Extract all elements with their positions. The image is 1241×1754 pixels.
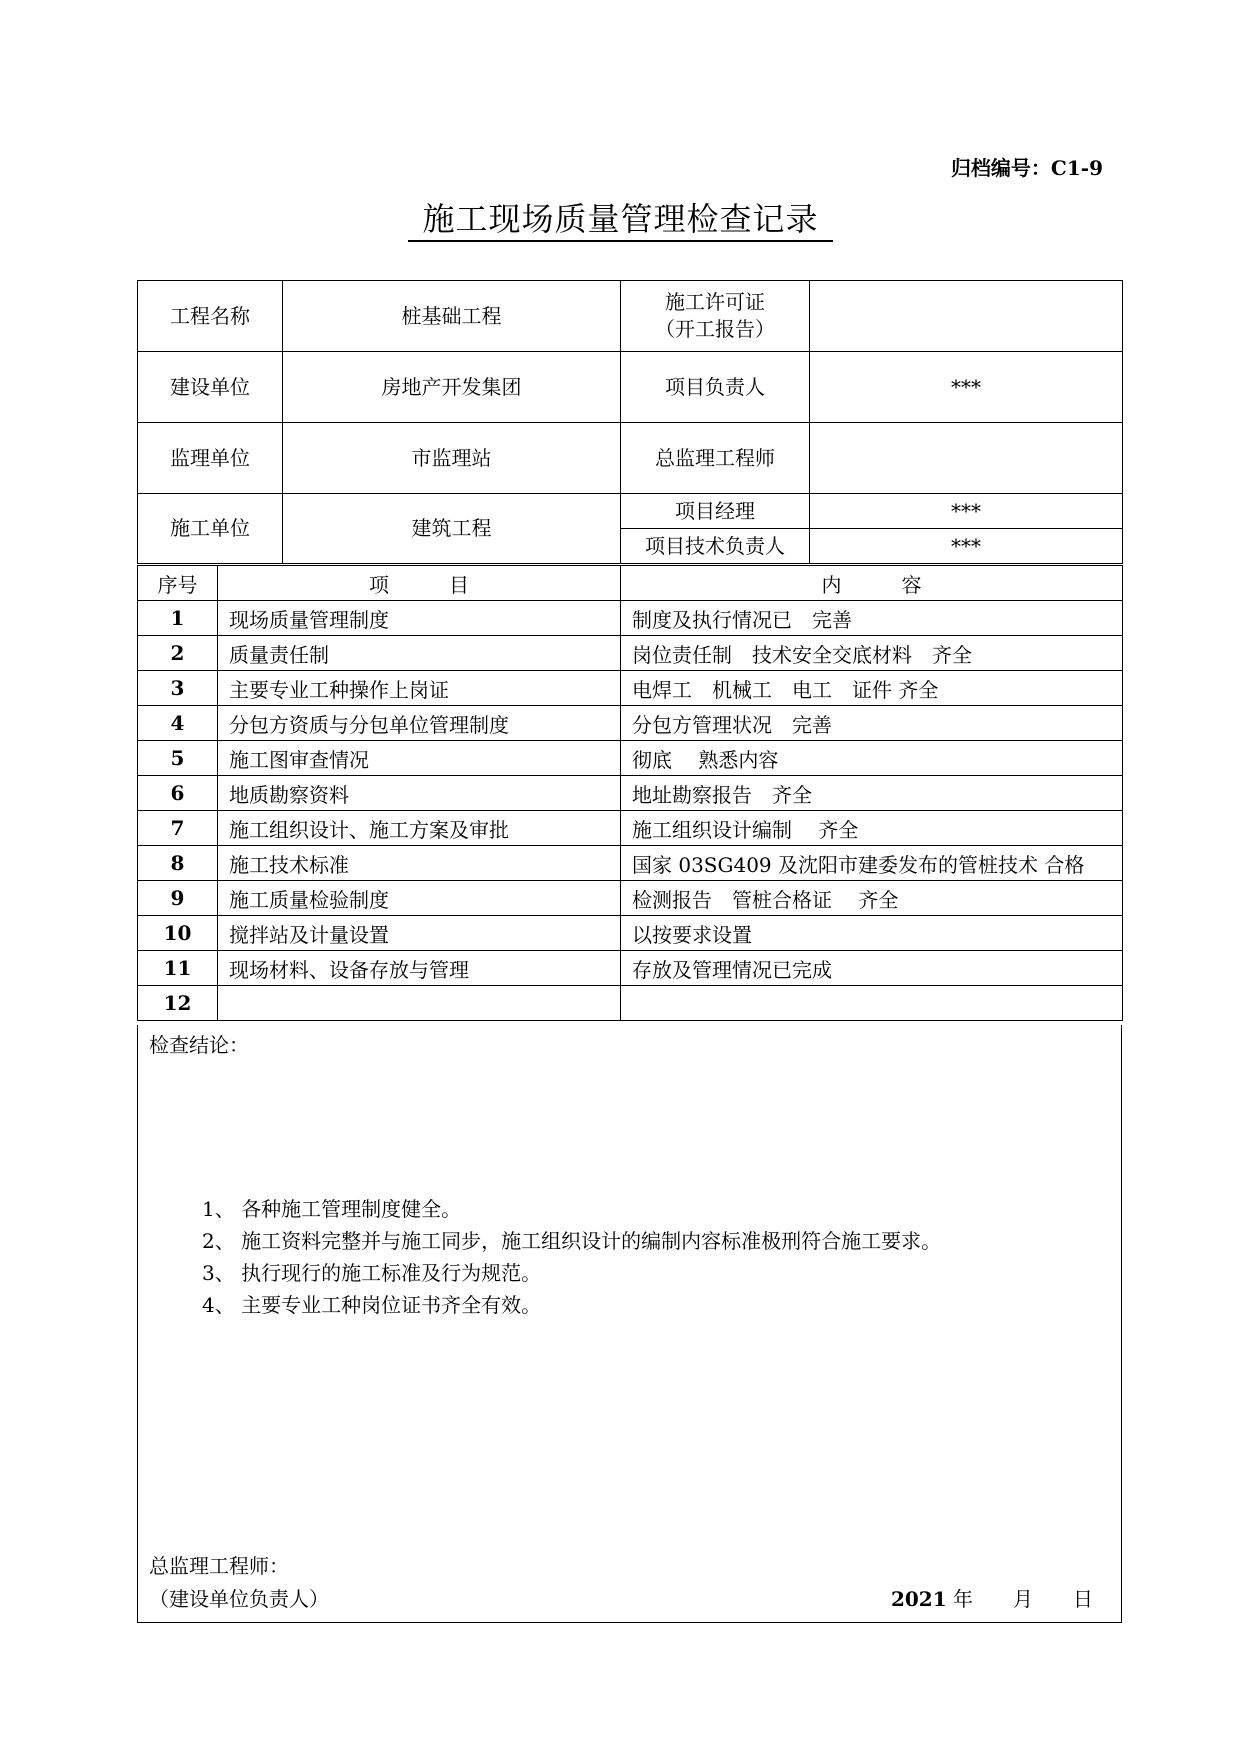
date-year-unit: 年 (953, 1587, 973, 1611)
project-name-value: 桩基础工程 (283, 281, 621, 352)
row-item: 质量责任制 (218, 636, 621, 671)
row-item: 搅拌站及计量设置 (218, 916, 621, 951)
table-row (138, 881, 1123, 916)
date-year: 2021 (890, 1587, 947, 1611)
document-title: 施工现场质量管理检查记录 (408, 200, 832, 242)
client-lead-value: *** (810, 352, 1123, 423)
tech-lead-label: 项目技术负责人 (621, 529, 810, 564)
row-item: 施工技术标准 (218, 846, 621, 881)
table-row (138, 811, 1123, 846)
row-no: 7 (138, 811, 218, 846)
table-row (138, 636, 1123, 671)
row-no: 11 (138, 951, 218, 986)
row-content: 国家 03SG409 及沈阳市建委发布的管桩技术 合格 (621, 846, 1123, 881)
chief-engineer-signature-label: 总监理工程师： (149, 1554, 289, 1578)
row-item: 地质勘察资料 (218, 776, 621, 811)
contractor-value: 建筑工程 (283, 494, 621, 564)
project-info-table (137, 280, 1123, 564)
client-label: 建设单位 (138, 352, 283, 423)
supervision-value: 市监理站 (283, 423, 621, 494)
row-no: 6 (138, 776, 218, 811)
row-item (218, 986, 621, 1021)
archive-number: 归档编号：C1-9 (950, 156, 1103, 180)
conclusion-point: 2、 施工资料完整并与施工同步，施工组织设计的编制内容标准极刑符合施工要求。 (202, 1229, 942, 1253)
table-row (138, 916, 1123, 951)
row-no: 9 (138, 881, 218, 916)
row-item: 现场质量管理制度 (218, 601, 621, 636)
row-no: 1 (138, 601, 218, 636)
row-item: 施工组织设计、施工方案及审批 (218, 811, 621, 846)
row-content: 岗位责任制 技术安全交底材料 齐全 (621, 636, 1123, 671)
row-content: 电焊工 机械工 电工 证件 齐全 (621, 671, 1123, 706)
check-items-table (137, 565, 1123, 1021)
conclusion-point: 3、 执行现行的施工标准及行为规范。 (202, 1261, 542, 1285)
table-row (138, 846, 1123, 881)
document-title-wrap (0, 194, 1241, 240)
table-row (138, 601, 1123, 636)
chief-engineer-label: 总监理工程师 (621, 423, 810, 494)
conclusion-point: 4、 主要专业工种岗位证书齐全有效。 (202, 1293, 542, 1317)
table-row (138, 671, 1123, 706)
row-content (621, 986, 1123, 1021)
row-no: 8 (138, 846, 218, 881)
row-content: 施工组织设计编制 齐全 (621, 811, 1123, 846)
signature-date (891, 1583, 1093, 1612)
row-no: 2 (138, 636, 218, 671)
row-no: 12 (138, 986, 218, 1021)
client-value: 房地产开发集团 (283, 352, 621, 423)
table-row (138, 741, 1123, 776)
supervision-label: 监理单位 (138, 423, 283, 494)
client-lead-label: 项目负责人 (621, 352, 810, 423)
date-month-unit: 月 (1013, 1587, 1033, 1611)
project-manager-label: 项目经理 (621, 494, 810, 529)
permit-label-line-2: （开工报告） (655, 317, 775, 341)
conclusion-list (202, 1193, 941, 1321)
row-item: 施工质量检验制度 (218, 881, 621, 916)
conclusion-box (137, 1025, 1122, 1623)
row-item: 分包方资质与分包单位管理制度 (218, 706, 621, 741)
tech-lead-value: *** (810, 529, 1123, 564)
conclusion-point: 1、 各种施工管理制度健全。 (202, 1197, 462, 1221)
row-item: 现场材料、设备存放与管理 (218, 951, 621, 986)
row-item: 施工图审查情况 (218, 741, 621, 776)
table-row (138, 776, 1123, 811)
table-row (138, 986, 1123, 1021)
header-item: 项 目 (218, 566, 621, 601)
permit-value (810, 281, 1123, 352)
header-content: 内 容 (621, 566, 1123, 601)
table-row (138, 706, 1123, 741)
chief-engineer-value (810, 423, 1123, 494)
row-content: 以按要求设置 (621, 916, 1123, 951)
client-lead-signature-label: （建设单位负责人） (149, 1587, 329, 1611)
row-content: 存放及管理情况已完成 (621, 951, 1123, 986)
row-no: 4 (138, 706, 218, 741)
table-row (138, 951, 1123, 986)
conclusion-label: 检查结论： (149, 1033, 249, 1057)
row-content: 制度及执行情况已 完善 (621, 601, 1123, 636)
row-content: 分包方管理状况 完善 (621, 706, 1123, 741)
row-no: 3 (138, 671, 218, 706)
contractor-label: 施工单位 (138, 494, 283, 564)
row-content: 地址勘察报告 齐全 (621, 776, 1123, 811)
header-no: 序号 (138, 566, 218, 601)
row-content: 检测报告 管桩合格证 齐全 (621, 881, 1123, 916)
row-no: 5 (138, 741, 218, 776)
project-name-label: 工程名称 (138, 281, 283, 352)
project-manager-value: *** (810, 494, 1123, 529)
row-content: 彻底 熟悉内容 (621, 741, 1123, 776)
row-no: 10 (138, 916, 218, 951)
permit-label (621, 281, 810, 352)
row-item: 主要专业工种操作上岗证 (218, 671, 621, 706)
permit-label-line-1: 施工许可证 (665, 290, 765, 314)
date-day-unit: 日 (1073, 1587, 1093, 1611)
table-header-row (138, 566, 1123, 601)
